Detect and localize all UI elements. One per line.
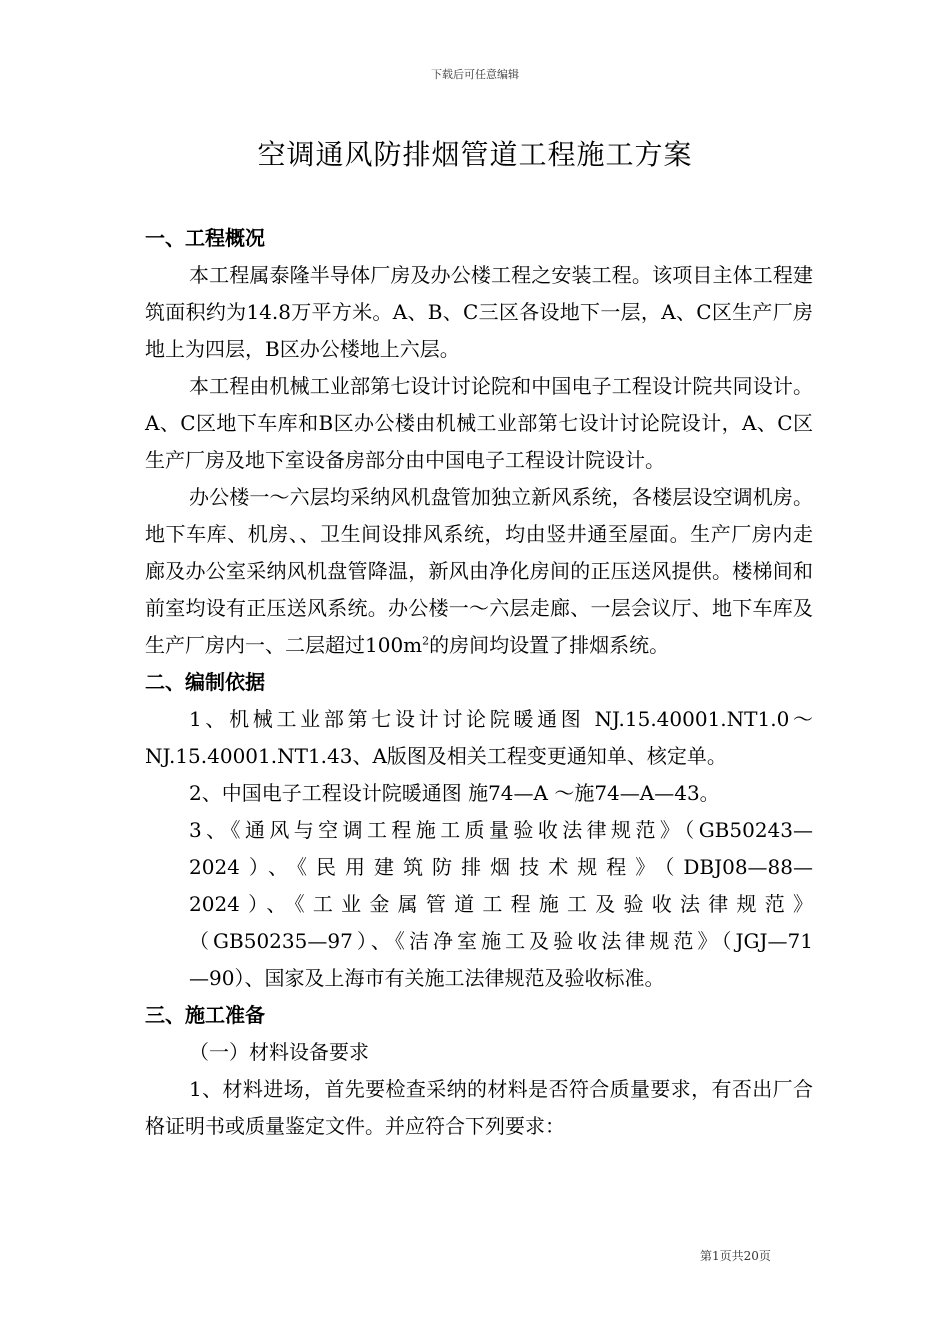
list-item-line: 3、《通风与空调工程施工质量验收法律规范》（GB50243— bbox=[189, 818, 813, 842]
section-heading-basis: 二、编制依据 bbox=[145, 670, 265, 694]
list-item-line: 2024）、《工业金属管道工程施工及验收法律规范》 bbox=[189, 892, 813, 916]
page-header-note: 下载后可任意编辑 bbox=[431, 68, 519, 81]
list-item-line: —90）、国家及上海市有关施工法律规范及验收标准。 bbox=[189, 966, 665, 990]
list-item: 1、机械工业部第七设计讨论院暖通图 NJ.15.40001.NT1.0～NJ.15.40001.NT1.43、A版图及相关工程变更通知单、核定单。 bbox=[145, 707, 813, 768]
list-item-line: （GB50235—97）、《洁净室施工及验收法律规范》（JGJ—71 bbox=[189, 929, 813, 953]
paragraph-text: 办公楼一～六层均采纳风机盘管加独立新风系统，各楼层设空调机房。地下车库、机房、、卫生间设排风系统，均由竖井通至屋面。生产厂房内走廊及办公室采纳风机盘管降温，新风由净化房间的正压送风提供。楼梯间和前室均设有正压送风系统。办公楼一～六层走廊、一层会议厅、地下车库及生产厂房内一、二层超过 bbox=[145, 485, 813, 657]
document-title: 空调通风防排烟管道工程施工方案 bbox=[257, 138, 693, 171]
list-item bbox=[145, 812, 813, 997]
paragraph-text: 的房间均设置了排烟系统。 bbox=[429, 633, 670, 657]
page-number: 第1页共20页 bbox=[700, 1249, 771, 1263]
paragraph bbox=[145, 479, 813, 664]
superscript: 2 bbox=[422, 634, 430, 648]
section-heading-overview: 一、工程概况 bbox=[145, 226, 265, 250]
paragraph: 本工程属泰隆半导体厂房及办公楼工程之安装工程。该项目主体工程建筑面积约为14.8万平方米。A、B、C三区各设地下一层，A、C区生产厂房地上为四层，B区办公楼地上六层。 bbox=[145, 263, 813, 361]
document-body bbox=[145, 220, 813, 1145]
area-value: 100m bbox=[365, 633, 423, 657]
list-item-line: 2024）、《民用建筑防排烟技术规程》（DBJ08—88— bbox=[189, 855, 813, 879]
subsection-heading: （一）材料设备要求 bbox=[189, 1040, 369, 1064]
paragraph: 本工程由机械工业部第七设计讨论院和中国电子工程设计院共同设计。A、C区地下车库和B区办公楼由机械工业部第七设计讨论院设计，A、C区生产厂房及地下室设备房部分由中国电子工程设计院设计。 bbox=[145, 374, 813, 472]
section-heading-preparation: 三、施工准备 bbox=[145, 1003, 265, 1027]
list-item: 2、中国电子工程设计院暖通图 施74—A ～施74—A—43。 bbox=[189, 781, 720, 805]
paragraph: 1、材料进场，首先要检查采纳的材料是否符合质量要求，有否出厂合格证明书或质量鉴定文件。并应符合下列要求： bbox=[145, 1077, 813, 1138]
